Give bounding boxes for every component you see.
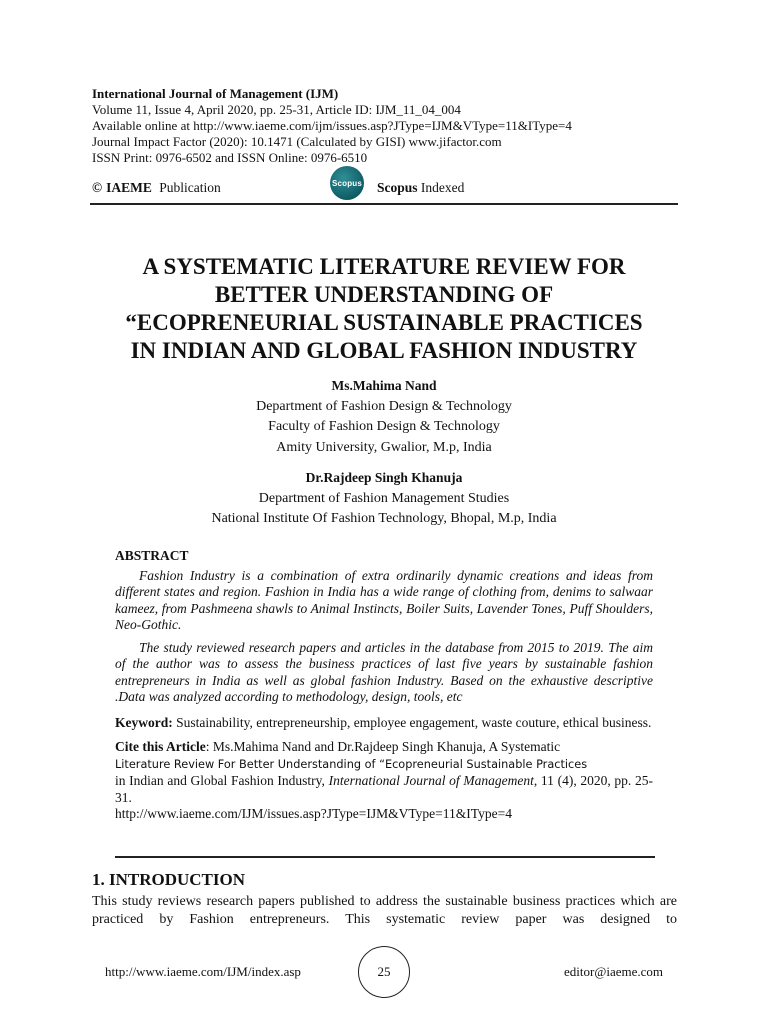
publication-label: Publication — [159, 180, 221, 195]
publisher-name: IAEME — [106, 180, 152, 195]
header-divider — [90, 203, 678, 205]
page-number: 25 — [358, 946, 410, 998]
title-line: BETTER UNDERSTANDING OF — [214, 282, 554, 307]
scopus-logo-icon: Scopus — [330, 166, 364, 200]
scopus-bold-label: Scopus — [377, 180, 418, 195]
cite-title: Literature Review For Better Understanding of “Ecopreneurial Sustainable Practices — [115, 757, 588, 771]
abstract-section — [115, 548, 653, 823]
cite-label: Cite this Article — [115, 739, 206, 754]
available-online-line[interactable]: Available online at http://www.iaeme.com/ijm/issues.asp?JType=IJM&VType=11&IType=4 — [92, 118, 572, 133]
title-line: “ECOPRENEURIAL SUSTAINABLE PRACTICES — [125, 310, 643, 335]
journal-name: International Journal of Management (IJM) — [92, 86, 339, 101]
author-affiliation: Faculty of Fashion Design & Technology — [268, 419, 500, 434]
cite-rest: in Indian and Global Fashion Industry, — [115, 773, 325, 788]
publisher-info — [92, 180, 221, 196]
indexed-text: Indexed — [420, 180, 465, 195]
abstract-divider — [115, 856, 655, 858]
title-line: IN INDIAN AND GLOBAL FASHION INDUSTRY — [130, 338, 638, 363]
author-2 — [0, 468, 768, 530]
introduction-text: This study reviews research papers published to address the sustainable business practices which are practiced by Fashion entrepreneurs. This systematic review paper was designed to — [92, 894, 677, 927]
copyright-symbol: © — [92, 180, 103, 195]
author-name: Dr.Rajdeep Singh Khanuja — [305, 470, 463, 485]
abstract-paragraph-2: The study reviewed research papers and articles in the database from 2015 to 2019. The aim of the author was to assess the business practices of last five years by sustainable fashion entrepreneurs in India as well as global fashion Industry. Based on the exhaustive descriptive .Data was analyzed according to methodology, design, tools, etc — [115, 639, 653, 704]
publisher-row — [92, 178, 682, 202]
keywords — [115, 715, 653, 732]
keyword-label: Keyword: — [115, 714, 173, 730]
impact-factor-line: Journal Impact Factor (2020): 10.1471 (Calculated by GISI) www.jifactor.com — [92, 134, 502, 149]
cite-url-link[interactable]: http://www.iaeme.com/IJM/issues.asp?JType=IJM&VType=11&IType=4 — [115, 806, 512, 821]
volume-line: Volume 11, Issue 4, April 2020, pp. 25-31, Article ID: IJM_11_04_004 — [92, 102, 461, 117]
paper-title — [60, 253, 708, 365]
cite-authors: : Ms.Mahima Nand and Dr.Rajdeep Singh Khanuja, A Systematic — [205, 739, 561, 754]
journal-header — [92, 86, 682, 166]
author-1 — [0, 376, 768, 458]
cite-issue: , 11 (4), 2020, pp. 25-31. — [115, 773, 653, 805]
indexed-label — [377, 180, 464, 196]
footer-email-link[interactable]: editor@iaeme.com — [564, 964, 663, 979]
keyword-list: Sustainability, entrepreneurship, employee engagement, waste couture, ethical business. — [176, 714, 652, 730]
author-affiliation: Amity University, Gwalior, M.p, India — [276, 439, 492, 455]
cite-journal: International Journal of Management — [328, 773, 534, 788]
issn-line: ISSN Print: 0976-6502 and ISSN Online: 0976-6510 — [92, 150, 368, 165]
citation — [115, 739, 653, 823]
title-line: A SYSTEMATIC LITERATURE REVIEW FOR — [142, 254, 626, 279]
author-affiliation: Department of Fashion Design & Technology — [256, 398, 512, 414]
author-name: Ms.Mahima Nand — [331, 378, 437, 393]
footer-url-link[interactable]: http://www.iaeme.com/IJM/index.asp — [105, 964, 301, 979]
introduction-heading: 1. INTRODUCTION — [92, 870, 246, 889]
author-affiliation: National Institute Of Fashion Technology, Bhopal, M.p, India — [211, 511, 557, 526]
author-affiliation: Department of Fashion Management Studies — [258, 490, 510, 506]
abstract-heading: ABSTRACT — [115, 548, 189, 563]
abstract-paragraph-1: Fashion Industry is a combination of extra ordinarily dynamic creations and ideas from different states and region. Fashion in India has a wide range of clothing from, denims to salwaar kameez, from Pashmeena shawls to Animal Instincts, Boiler Suits, Lavender Tones, Puff Shoulders, Neo-Gothic. — [115, 567, 653, 632]
